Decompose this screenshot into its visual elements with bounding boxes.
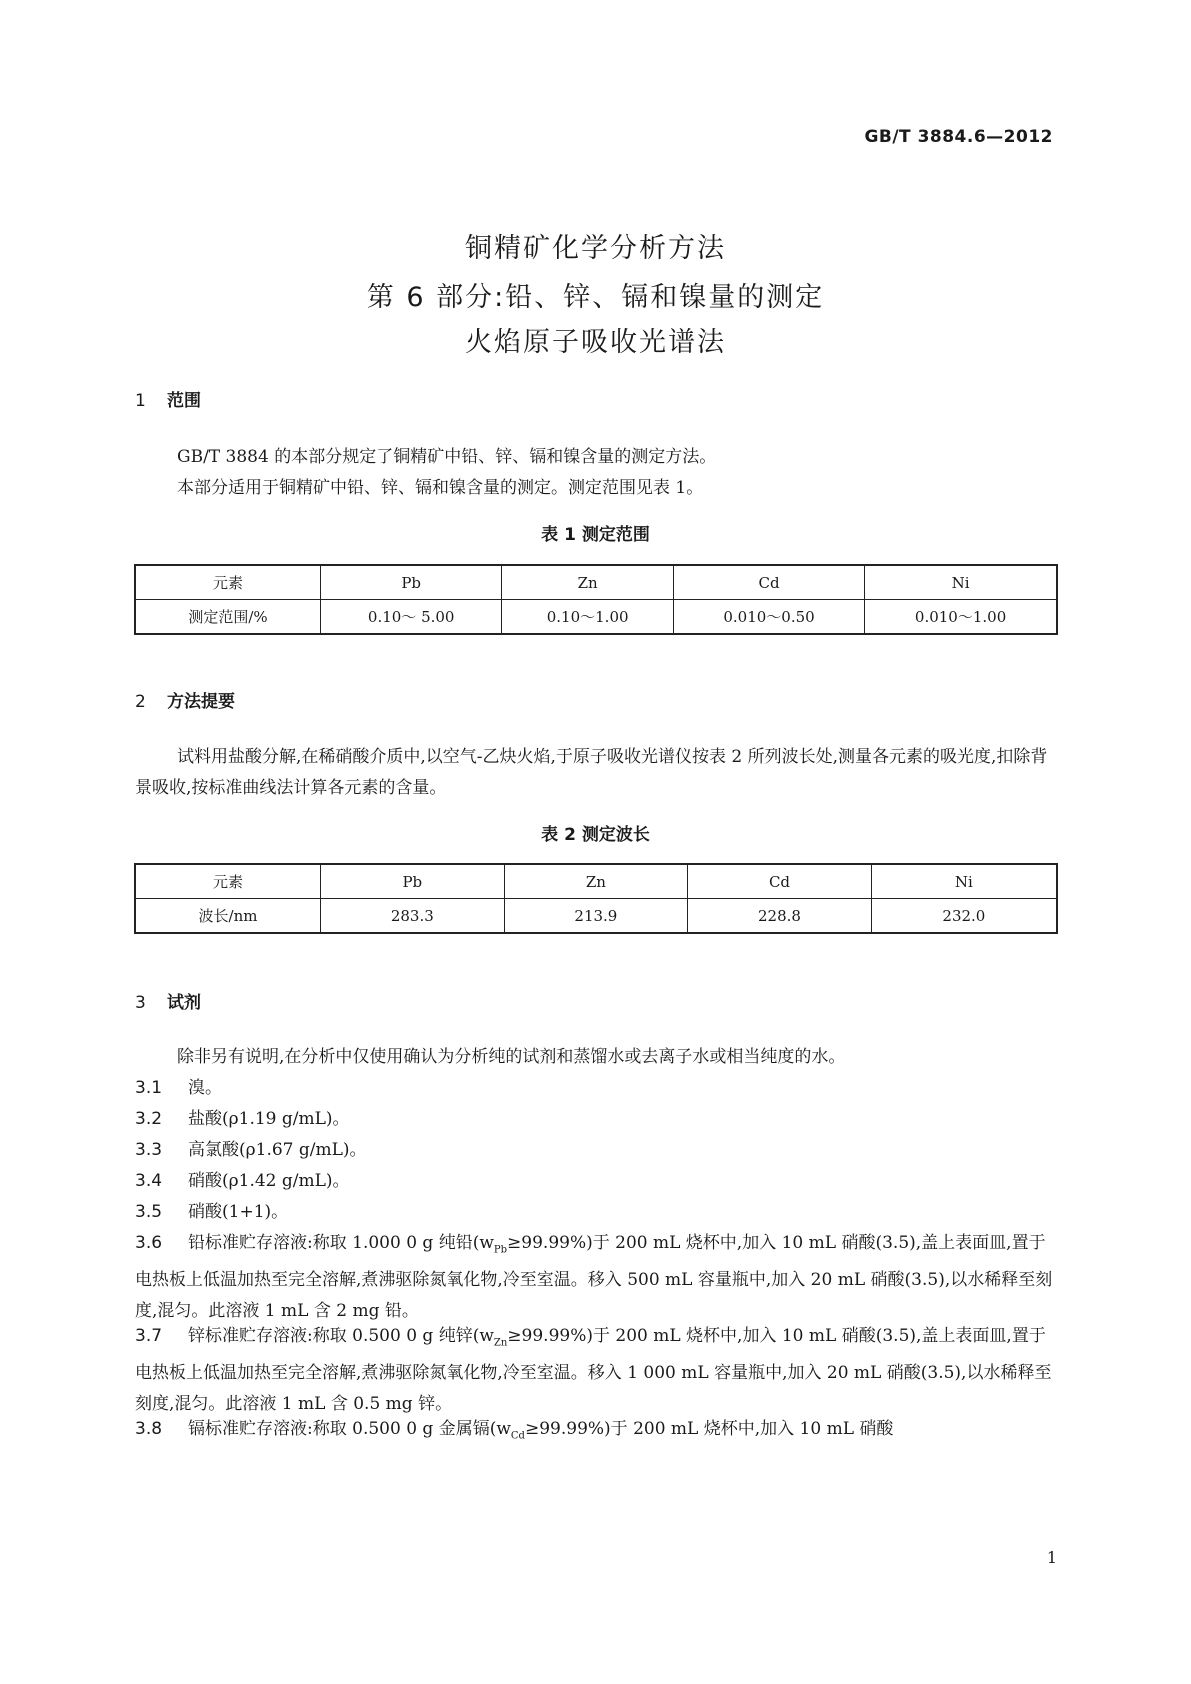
list-item: 3.2 盐酸(ρ1.19 g/mL)。 [135, 1109, 350, 1129]
document-title-line2: 第 6 部分:铅、锌、镉和镍量的测定 [366, 282, 825, 313]
table-cell: Pb [321, 565, 502, 600]
table-cell: 228.8 [688, 899, 872, 934]
table-cell: 232.0 [871, 899, 1057, 934]
table-cell: 283.3 [321, 899, 505, 934]
table-1-data-row [135, 600, 1057, 635]
table-cell: 元素 [135, 565, 321, 600]
table-cell: 0.010～1.00 [865, 600, 1057, 635]
table-cell: 元素 [135, 864, 321, 899]
section-1-title: 范围 [167, 391, 201, 411]
section-2-title: 方法提要 [167, 692, 235, 712]
list-item: 3.6 铅标准贮存溶液:称取 1.000 0 g 纯铅$(w_{Pb}\ge 99.99\%)$于 200 mL 烧杯中,加入 10 mL 硝酸(3.5),盖上表面皿,置于电热板上低温加热至完全溶解,煮沸驱除氮氧化物,冷至室温。移入 500 mL 容量瓶中,加入 20 mL 硝酸(3.5),以水稀释至刻度,混匀。此溶液 1 mL 含 2 mg 铅。 [135, 1233, 1053, 1322]
table-cell: 0.010～0.50 [673, 600, 864, 635]
table-cell: Zn [504, 864, 688, 899]
table-cell: 0.10～ 5.00 [321, 600, 502, 635]
standard-code: GB/T 3884.6—2012 [864, 127, 1053, 147]
section-1-number: 1 [135, 391, 146, 411]
table-1-header-row [135, 565, 1057, 600]
table-1 [134, 564, 1058, 635]
section-2-paragraph-1: 试料用盐酸分解,在稀硝酸介质中,以空气-乙炔火焰,于原子吸收光谱仪按表 2 所列波长处,测量各元素的吸光度,扣除背景吸收,按标准曲线法计算各元素的含量。 [135, 747, 1048, 798]
table-1-caption: 表 1 测定范围 [541, 525, 650, 545]
section-2-number: 2 [135, 692, 146, 712]
list-item: 3.4 硝酸(ρ1.42 g/mL)。 [135, 1171, 350, 1191]
section-3-title: 试剂 [167, 993, 201, 1013]
section-2-heading [135, 687, 235, 712]
table-cell: Cd [688, 864, 872, 899]
table-2-header-row [135, 864, 1057, 899]
table-2-data-row [135, 899, 1057, 934]
document-title-line1: 铜精矿化学分析方法 [465, 233, 726, 264]
section-3-number: 3 [135, 993, 146, 1013]
section-3-heading [135, 988, 201, 1013]
section-3-intro: 除非另有说明,在分析中仅使用确认为分析纯的试剂和蒸馏水或去离子水或相当纯度的水。 [177, 1047, 846, 1067]
table-cell: 波长/nm [135, 899, 321, 934]
table-cell: Pb [321, 864, 505, 899]
document-title-line3: 火焰原子吸收光谱法 [465, 327, 726, 358]
table-cell: 213.9 [504, 899, 688, 934]
list-item: 3.8 镉标准贮存溶液:称取 0.500 0 g 金属镉$(w_{Cd}\ge 99.99\%)$于 200 mL 烧杯中,加入 10 mL 硝酸 [135, 1419, 894, 1442]
table-cell: 0.10～1.00 [502, 600, 674, 635]
page-number: 1 [1046, 1548, 1057, 1567]
table-cell: Zn [502, 565, 674, 600]
list-item: 3.7 锌标准贮存溶液:称取 0.500 0 g 纯锌$(w_{Zn}\ge 99.99\%)$于 200 mL 烧杯中,加入 10 mL 硝酸(3.5),盖上表面皿,置于电热板上低温加热至完全溶解,煮沸驱除氮氧化物,冷至室温。移入 1 000 mL 容量瓶中,加入 20 mL 硝酸(3.5),以水稀释至刻度,混匀。此溶液 1 mL 含 0.5 mg 锌。 [135, 1326, 1052, 1415]
section-1-paragraph-2: 本部分适用于铜精矿中铅、锌、镉和镍含量的测定。测定范围见表 1。 [177, 478, 704, 498]
list-item: 3.1 溴。 [135, 1078, 222, 1098]
list-item: 3.5 硝酸(1+1)。 [135, 1202, 289, 1222]
table-2 [134, 863, 1058, 934]
table-cell: Cd [673, 565, 864, 600]
table-cell: 测定范围/% [135, 600, 321, 635]
table-cell: Ni [865, 565, 1057, 600]
table-cell: Ni [871, 864, 1057, 899]
list-item: 3.3 高氯酸(ρ1.67 g/mL)。 [135, 1140, 367, 1160]
table-2-caption: 表 2 测定波长 [541, 825, 650, 845]
section-1-heading [135, 386, 201, 411]
section-1-paragraph-1: GB/T 3884 的本部分规定了铜精矿中铅、锌、镉和镍含量的测定方法。 [177, 447, 717, 467]
